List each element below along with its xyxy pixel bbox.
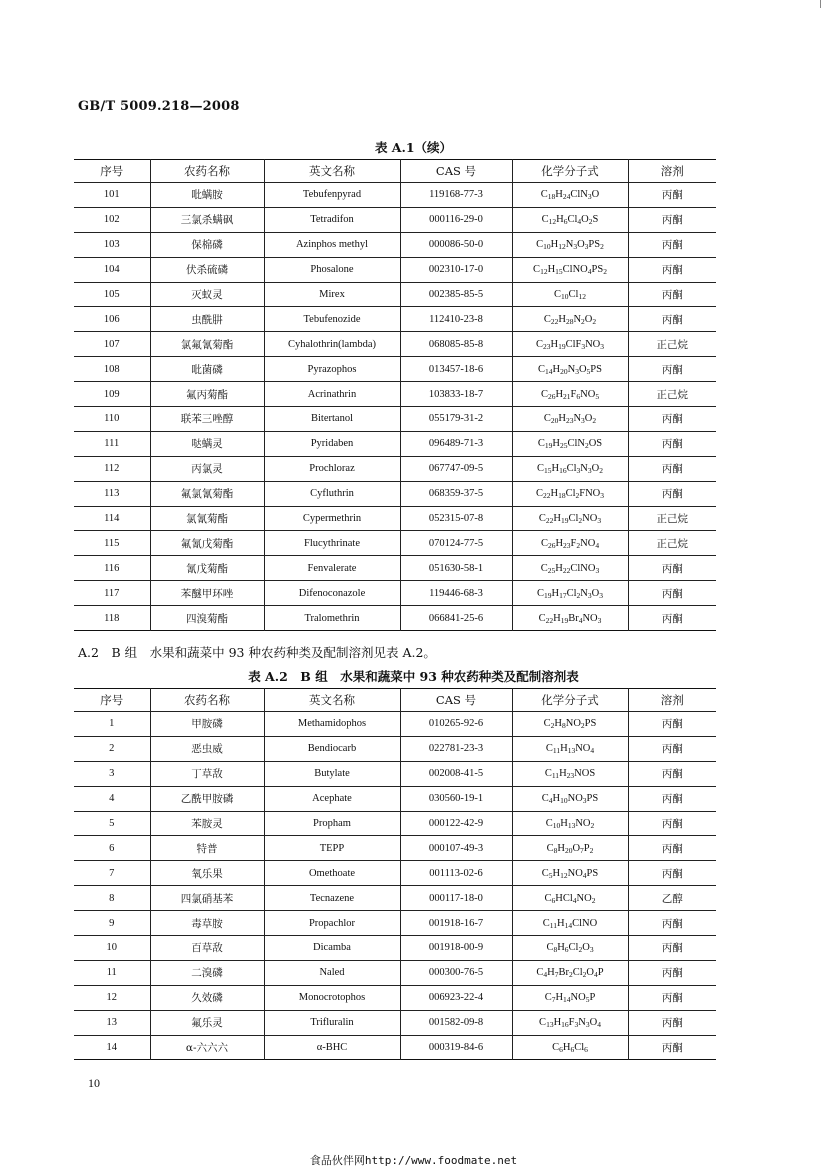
row-number-cell: 103: [74, 232, 150, 257]
table-row: [74, 207, 716, 232]
table-a1: [74, 159, 716, 631]
molecular-formula-cell: $C_{10}H_{12}N_3O_3PS_2$: [512, 232, 628, 257]
solvent-cell: 正己烷: [628, 506, 716, 531]
pesticide-name-cell: 百草敌: [150, 936, 264, 961]
pesticide-name-cell: 伏杀硫磷: [150, 257, 264, 282]
molecular-formula-cell: $C_6H_6Cl_6$: [512, 1035, 628, 1060]
english-name-cell: Acephate: [264, 786, 400, 811]
molecular-formula-cell: $C_{12}H_6Cl_4O_2S$: [512, 207, 628, 232]
solvent-cell: 丙酮: [628, 911, 716, 936]
solvent-cell: 丙酮: [628, 786, 716, 811]
molecular-formula-cell: $C_{22}H_{19}Br_4NO_3$: [512, 606, 628, 631]
column-header: 化学分子式: [512, 689, 628, 712]
column-header: 英文名称: [264, 160, 400, 183]
table-row: [74, 836, 716, 861]
molecular-formula-cell: $C_{15}H_{16}Cl_3N_3O_2$: [512, 456, 628, 481]
solvent-cell: 正己烷: [628, 332, 716, 357]
table-row: [74, 1010, 716, 1035]
molecular-formula-cell: $C_2H_8NO_2PS$: [512, 712, 628, 737]
molecular-formula-cell: $C_{11}H_{13}NO_4$: [512, 736, 628, 761]
cas-number-cell: 002008-41-5: [400, 761, 512, 786]
pesticide-name-cell: 氯氟氰菊酯: [150, 332, 264, 357]
english-name-cell: TEPP: [264, 836, 400, 861]
solvent-cell: 丙酮: [628, 606, 716, 631]
pesticide-name-cell: 哒螨灵: [150, 431, 264, 456]
pesticide-name-cell: 甲胺磷: [150, 712, 264, 737]
solvent-cell: 丙酮: [628, 581, 716, 606]
solvent-cell: 丙酮: [628, 1010, 716, 1035]
solvent-cell: 丙酮: [628, 712, 716, 737]
english-name-cell: Cyfluthrin: [264, 481, 400, 506]
cas-number-cell: 052315-07-8: [400, 506, 512, 531]
column-header: 溶剂: [628, 160, 716, 183]
molecular-formula-cell: $C_6HCl_4NO_2$: [512, 886, 628, 911]
table-row: [74, 736, 716, 761]
standard-code: GB/T 5009.218—2008: [78, 99, 240, 114]
pesticide-name-cell: 氰戊菊酯: [150, 556, 264, 581]
table-row: [74, 332, 716, 357]
column-header: 化学分子式: [512, 160, 628, 183]
cas-number-cell: 002385-85-5: [400, 282, 512, 307]
molecular-formula-cell: $C_{25}H_{22}ClNO_3$: [512, 556, 628, 581]
molecular-formula-cell: $C_{11}H_{14}ClNO$: [512, 911, 628, 936]
molecular-formula-cell: $C_{22}H_{28}N_2O_2$: [512, 307, 628, 332]
pesticide-name-cell: 氧乐果: [150, 861, 264, 886]
table-row: [74, 1035, 716, 1060]
cas-number-cell: 055179-31-2: [400, 407, 512, 432]
solvent-cell: 丙酮: [628, 960, 716, 985]
solvent-cell: 正己烷: [628, 531, 716, 556]
pesticide-name-cell: 乙酰甲胺磷: [150, 786, 264, 811]
solvent-cell: 正己烷: [628, 382, 716, 407]
english-name-cell: α-BHC: [264, 1035, 400, 1060]
table-row: [74, 960, 716, 985]
cas-number-cell: 112410-23-8: [400, 307, 512, 332]
pesticide-name-cell: 苯醚甲环唑: [150, 581, 264, 606]
molecular-formula-cell: $C_{22}H_{19}Cl_2NO_3$: [512, 506, 628, 531]
cas-number-cell: 068359-37-5: [400, 481, 512, 506]
pesticide-name-cell: 氯氰菊酯: [150, 506, 264, 531]
english-name-cell: Dicamba: [264, 936, 400, 961]
english-name-cell: Tebufenozide: [264, 307, 400, 332]
cas-number-cell: 001582-09-8: [400, 1010, 512, 1035]
table-row: [74, 606, 716, 631]
english-name-cell: Tebufenpyrad: [264, 183, 400, 208]
molecular-formula-cell: $C_{13}H_{16}F_3N_3O_4$: [512, 1010, 628, 1035]
molecular-formula-cell: $C_7H_{14}NO_5P$: [512, 985, 628, 1010]
cas-number-cell: 068085-85-8: [400, 332, 512, 357]
solvent-cell: 丙酮: [628, 407, 716, 432]
cas-number-cell: 000116-29-0: [400, 207, 512, 232]
row-number-cell: 3: [74, 761, 150, 786]
table-row: [74, 382, 716, 407]
solvent-cell: 丙酮: [628, 836, 716, 861]
cas-number-cell: 067747-09-5: [400, 456, 512, 481]
row-number-cell: 4: [74, 786, 150, 811]
molecular-formula-cell: $C_{10}H_{13}NO_2$: [512, 811, 628, 836]
molecular-formula-cell: $C_{26}H_{23}F_2NO_4$: [512, 531, 628, 556]
table-row: [74, 232, 716, 257]
pesticide-name-cell: 特普: [150, 836, 264, 861]
english-name-cell: Phosalone: [264, 257, 400, 282]
pesticide-name-cell: 联苯三唑醇: [150, 407, 264, 432]
english-name-cell: Difenoconazole: [264, 581, 400, 606]
molecular-formula-cell: $C_8H_{20}O_7P_2$: [512, 836, 628, 861]
table-row: [74, 712, 716, 737]
solvent-cell: 丙酮: [628, 736, 716, 761]
solvent-cell: 丙酮: [628, 307, 716, 332]
cas-number-cell: 030560-19-1: [400, 786, 512, 811]
table-row: [74, 183, 716, 208]
english-name-cell: Tecnazene: [264, 886, 400, 911]
solvent-cell: 丙酮: [628, 357, 716, 382]
english-name-cell: Pyrazophos: [264, 357, 400, 382]
row-number-cell: 110: [74, 407, 150, 432]
cas-number-cell: 051630-58-1: [400, 556, 512, 581]
english-name-cell: Prochloraz: [264, 456, 400, 481]
column-header: 农药名称: [150, 689, 264, 712]
molecular-formula-cell: $C_5H_{12}NO_4PS$: [512, 861, 628, 886]
row-number-cell: 8: [74, 886, 150, 911]
pesticide-name-cell: 吡螨胺: [150, 183, 264, 208]
table-a2-caption: 表 A.2 B 组 水果和蔬菜中 93 种农药种类及配制溶剂表: [248, 669, 579, 684]
solvent-cell: 丙酮: [628, 556, 716, 581]
english-name-cell: Bitertanol: [264, 407, 400, 432]
table-row: [74, 257, 716, 282]
table-row: [74, 357, 716, 382]
cas-number-cell: 010265-92-6: [400, 712, 512, 737]
row-number-cell: 108: [74, 357, 150, 382]
english-name-cell: Methamidophos: [264, 712, 400, 737]
english-name-cell: Cyhalothrin(lambda): [264, 332, 400, 357]
cas-number-cell: 001918-00-9: [400, 936, 512, 961]
row-number-cell: 105: [74, 282, 150, 307]
pesticide-name-cell: 久效磷: [150, 985, 264, 1010]
pesticide-name-cell: 恶虫威: [150, 736, 264, 761]
column-header: 溶剂: [628, 689, 716, 712]
solvent-cell: 乙醇: [628, 886, 716, 911]
table-row: [74, 556, 716, 581]
cas-number-cell: 000117-18-0: [400, 886, 512, 911]
row-number-cell: 115: [74, 531, 150, 556]
solvent-cell: 丙酮: [628, 431, 716, 456]
pesticide-name-cell: 灭蚁灵: [150, 282, 264, 307]
table-row: [74, 886, 716, 911]
molecular-formula-cell: $C_{18}H_{24}ClN_3O$: [512, 183, 628, 208]
english-name-cell: Acrinathrin: [264, 382, 400, 407]
molecular-formula-cell: $C_{12}H_{15}ClNO_4PS_2$: [512, 257, 628, 282]
pesticide-name-cell: 保棉磷: [150, 232, 264, 257]
row-number-cell: 113: [74, 481, 150, 506]
pesticide-name-cell: 二溴磷: [150, 960, 264, 985]
cas-number-cell: 119168-77-3: [400, 183, 512, 208]
english-name-cell: Omethoate: [264, 861, 400, 886]
molecular-formula-cell: $C_8H_6Cl_2O_3$: [512, 936, 628, 961]
pesticide-name-cell: 四溴菊酯: [150, 606, 264, 631]
cas-number-cell: 001918-16-7: [400, 911, 512, 936]
table-header-row: [74, 689, 716, 712]
row-number-cell: 118: [74, 606, 150, 631]
cas-number-cell: 096489-71-3: [400, 431, 512, 456]
row-number-cell: 10: [74, 936, 150, 961]
solvent-cell: 丙酮: [628, 183, 716, 208]
cas-number-cell: 119446-68-3: [400, 581, 512, 606]
row-number-cell: 5: [74, 811, 150, 836]
column-header: CAS 号: [400, 160, 512, 183]
row-number-cell: 6: [74, 836, 150, 861]
table-row: [74, 282, 716, 307]
row-number-cell: 2: [74, 736, 150, 761]
molecular-formula-cell: $C_{23}H_{19}ClF_3NO_3$: [512, 332, 628, 357]
pesticide-name-cell: 氟乐灵: [150, 1010, 264, 1035]
cas-number-cell: 006923-22-4: [400, 985, 512, 1010]
column-header: 序号: [74, 160, 150, 183]
table-row: [74, 506, 716, 531]
solvent-cell: 丙酮: [628, 207, 716, 232]
english-name-cell: Propachlor: [264, 911, 400, 936]
row-number-cell: 7: [74, 861, 150, 886]
english-name-cell: Fenvalerate: [264, 556, 400, 581]
english-name-cell: Bendiocarb: [264, 736, 400, 761]
table-row: [74, 786, 716, 811]
english-name-cell: Azinphos methyl: [264, 232, 400, 257]
cas-number-cell: 000300-76-5: [400, 960, 512, 985]
molecular-formula-cell: $C_4H_{10}NO_3PS$: [512, 786, 628, 811]
row-number-cell: 1: [74, 712, 150, 737]
table-row: [74, 985, 716, 1010]
english-name-cell: Butylate: [264, 761, 400, 786]
molecular-formula-cell: $C_{19}H_{17}Cl_2N_3O_3$: [512, 581, 628, 606]
cas-number-cell: 001113-02-6: [400, 861, 512, 886]
cas-number-cell: 000319-84-6: [400, 1035, 512, 1060]
row-number-cell: 112: [74, 456, 150, 481]
solvent-cell: 丙酮: [628, 232, 716, 257]
solvent-cell: 丙酮: [628, 282, 716, 307]
table-row: [74, 761, 716, 786]
pesticide-name-cell: 四氯硝基苯: [150, 886, 264, 911]
pesticide-name-cell: α-六六六: [150, 1035, 264, 1060]
row-number-cell: 11: [74, 960, 150, 985]
table-row: [74, 861, 716, 886]
english-name-cell: Cypermethrin: [264, 506, 400, 531]
row-number-cell: 104: [74, 257, 150, 282]
cas-number-cell: 002310-17-0: [400, 257, 512, 282]
row-number-cell: 114: [74, 506, 150, 531]
column-header: 农药名称: [150, 160, 264, 183]
table-header-row: [74, 160, 716, 183]
english-name-cell: Naled: [264, 960, 400, 985]
english-name-cell: Monocrotophos: [264, 985, 400, 1010]
solvent-cell: 丙酮: [628, 861, 716, 886]
footer-watermark-text: 食品伙伴网http://www.foodmate.net: [309, 1154, 518, 1167]
solvent-cell: 丙酮: [628, 456, 716, 481]
pesticide-name-cell: 虫酰肼: [150, 307, 264, 332]
cas-number-cell: 000107-49-3: [400, 836, 512, 861]
english-name-cell: Pyridaben: [264, 431, 400, 456]
cas-number-cell: 000086-50-0: [400, 232, 512, 257]
solvent-cell: 丙酮: [628, 761, 716, 786]
pesticide-name-cell: 三氯杀螨砜: [150, 207, 264, 232]
table-row: [74, 581, 716, 606]
table-row: [74, 307, 716, 332]
molecular-formula-cell: $C_{19}H_{25}ClN_2OS$: [512, 431, 628, 456]
table-row: [74, 911, 716, 936]
row-number-cell: 102: [74, 207, 150, 232]
table-row: [74, 811, 716, 836]
row-number-cell: 116: [74, 556, 150, 581]
row-number-cell: 14: [74, 1035, 150, 1060]
english-name-cell: Tetradifon: [264, 207, 400, 232]
solvent-cell: 丙酮: [628, 257, 716, 282]
section-a2-paragraph: A.2 B 组 水果和蔬菜中 93 种农药种类及配制溶剂见表 A.2。: [78, 645, 436, 660]
row-number-cell: 101: [74, 183, 150, 208]
row-number-cell: 117: [74, 581, 150, 606]
row-number-cell: 13: [74, 1010, 150, 1035]
molecular-formula-cell: $C_{26}H_{21}F_6NO_5$: [512, 382, 628, 407]
row-number-cell: 111: [74, 431, 150, 456]
english-name-cell: Mirex: [264, 282, 400, 307]
pesticide-name-cell: 苯胺灵: [150, 811, 264, 836]
table-row: [74, 407, 716, 432]
pesticide-name-cell: 氟氰戊菊酯: [150, 531, 264, 556]
table-row: [74, 431, 716, 456]
table-row: [74, 481, 716, 506]
column-header: CAS 号: [400, 689, 512, 712]
table-row: [74, 936, 716, 961]
table-row: [74, 456, 716, 481]
table-row: [74, 531, 716, 556]
pesticide-name-cell: 丁草敌: [150, 761, 264, 786]
molecular-formula-cell: $C_{14}H_{20}N_3O_5PS$: [512, 357, 628, 382]
solvent-cell: 丙酮: [628, 1035, 716, 1060]
row-number-cell: 107: [74, 332, 150, 357]
molecular-formula-cell: $C_{10}Cl_{12}$: [512, 282, 628, 307]
pesticide-name-cell: 氟丙菊酯: [150, 382, 264, 407]
solvent-cell: 丙酮: [628, 936, 716, 961]
english-name-cell: Propham: [264, 811, 400, 836]
row-number-cell: 109: [74, 382, 150, 407]
pesticide-name-cell: 丙氯灵: [150, 456, 264, 481]
solvent-cell: 丙酮: [628, 811, 716, 836]
solvent-cell: 丙酮: [628, 985, 716, 1010]
page-number: 10: [88, 1076, 100, 1090]
english-name-cell: Tralomethrin: [264, 606, 400, 631]
pesticide-name-cell: 毒草胺: [150, 911, 264, 936]
cas-number-cell: 000122-42-9: [400, 811, 512, 836]
row-number-cell: 12: [74, 985, 150, 1010]
molecular-formula-cell: $C_{20}H_{23}N_3O_2$: [512, 407, 628, 432]
corner-mark: [816, 0, 821, 8]
molecular-formula-cell: $C_{22}H_{18}Cl_2FNO_3$: [512, 481, 628, 506]
molecular-formula-cell: $C_{11}H_{23}NOS$: [512, 761, 628, 786]
column-header: 英文名称: [264, 689, 400, 712]
row-number-cell: 106: [74, 307, 150, 332]
english-name-cell: Flucythrinate: [264, 531, 400, 556]
table-a2: [74, 688, 716, 1060]
cas-number-cell: 022781-23-3: [400, 736, 512, 761]
column-header: 序号: [74, 689, 150, 712]
cas-number-cell: 103833-18-7: [400, 382, 512, 407]
english-name-cell: Trifluralin: [264, 1010, 400, 1035]
pesticide-name-cell: 吡菌磷: [150, 357, 264, 382]
molecular-formula-cell: $C_4H_7Br_2Cl_2O_4P$: [512, 960, 628, 985]
pesticide-name-cell: 氟氯氰菊酯: [150, 481, 264, 506]
cas-number-cell: 013457-18-6: [400, 357, 512, 382]
row-number-cell: 9: [74, 911, 150, 936]
cas-number-cell: 066841-25-6: [400, 606, 512, 631]
cas-number-cell: 070124-77-5: [400, 531, 512, 556]
table-a1-caption: 表 A.1（续）: [374, 140, 453, 155]
solvent-cell: 丙酮: [628, 481, 716, 506]
